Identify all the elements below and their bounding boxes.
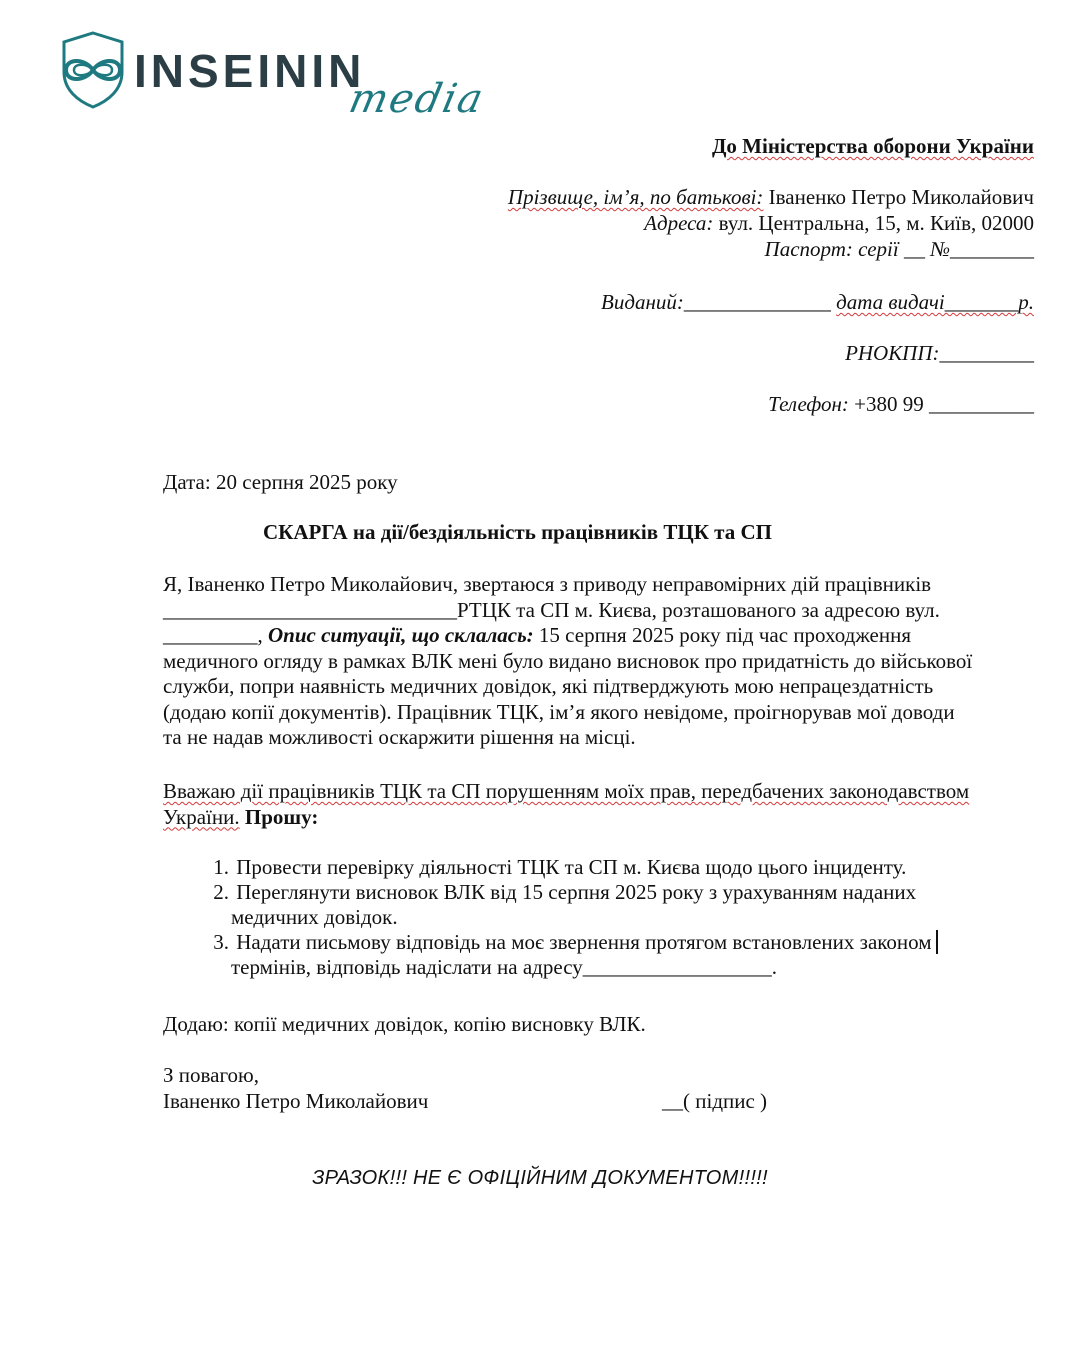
address-value: вул. Центральна, 15, м. Київ, 02000 (718, 211, 1034, 235)
brand-name: INSEININ (134, 45, 366, 97)
phone-line (768, 392, 1034, 417)
list-item (163, 855, 1033, 880)
text-cursor (936, 930, 938, 954)
list-text-continued: термінів, відповідь надіслати на адресу__________________. (231, 955, 777, 979)
list-text: Провести перевірку діяльності ТЦК та СП м. Києва щодо цього інциденту. (236, 855, 907, 879)
passport-line: Паспорт: серії __ №________ (764, 237, 1034, 261)
signer-name: Іваненко Петро Миколайович (163, 1089, 429, 1113)
p1-line-5: служби, попри наявність медичних довідок, які підтверджують мою непрацездатність (163, 674, 934, 698)
recipient: До Міністерства оборони України (711, 134, 1034, 158)
requests-list (163, 855, 1033, 980)
recipient-line (712, 134, 1034, 159)
issued-line (601, 290, 1034, 315)
closing: З повагою, (163, 1063, 259, 1087)
attachments-line: Додаю: копії медичних довідок, копію висновку ВЛК. (163, 1012, 646, 1036)
brand-subtitle: media (345, 76, 489, 122)
list-text: Надати письмову відповідь на моє звернення протягом встановлених законом (236, 930, 932, 954)
p1-line-7: та не надав можливості оскаржити рішення на місці. (163, 725, 636, 749)
address-label: Адреса: (644, 211, 714, 235)
p2-line-1: Вважаю дії працівників ТЦК та СП порушенням моїх прав, передбачених законодавством (163, 779, 970, 803)
p1-line-1: Я, Іваненко Петро Миколайович, звертаюся з приводу неправомірних дій працівників (163, 572, 932, 596)
phone-value: +380 99 __________ (854, 392, 1034, 416)
fullname-value: Іваненко Петро Миколайович (768, 185, 1034, 209)
list-text-continued: медичних довідок. (231, 905, 398, 929)
rnokpp-line: РНОКПП:_________ (845, 341, 1034, 365)
issued-date: дата видачі_______р. (836, 290, 1034, 314)
p1-line-4: медичного огляду в рамках ВЛК мені було видано висновок про придатність до військової (163, 648, 973, 673)
p1-line-6: (додаю копії документів). Працівник ТЦК, ім’я якого невідоме, проігнорував мої доводи (163, 699, 955, 724)
p2-line-2: України. Прошу: (163, 804, 319, 829)
document-title: СКАРГА на дії/бездіяльність працівників ТЦК та СП (262, 520, 772, 544)
list-item (163, 930, 1033, 980)
address-line (644, 211, 1034, 236)
sample-disclaimer: ЗРАЗОК!!! НЕ Є ОФІЦІЙНИМ ДОКУМЕНТОМ!!!!! (312, 1167, 768, 1189)
list-number: 2. (213, 880, 229, 904)
phone-label: Телефон: (768, 392, 849, 416)
fullname-line (508, 185, 1034, 210)
list-text: Переглянути висновок ВЛК від 15 серпня 2025 року з урахуванням наданих (236, 880, 917, 904)
paragraph-complaint (163, 572, 972, 751)
brand-logo (52, 30, 492, 130)
request-heading: Прошу: (244, 804, 319, 829)
date-line: Дата: 20 серпня 2025 року (163, 470, 398, 494)
signature-field: __( підпис ) (662, 1089, 768, 1113)
situation-heading: Опис ситуації, що склалась: (268, 623, 534, 647)
p1-line-3: _________, Опис ситуації, що склалась: 15 серпня 2025 року під час проходження (163, 623, 912, 647)
fullname-label: Прізвище, ім’я, по батькові: (507, 185, 764, 209)
issued-label: Виданий:______________ (601, 290, 831, 314)
p1-line-2: ____________________________РТЦК та СП м. Києва, розташованого за адресою вул. (163, 597, 940, 622)
list-item (163, 880, 1033, 930)
list-number: 1. (213, 855, 229, 879)
list-number: 3. (213, 930, 229, 954)
paragraph-violation (163, 779, 969, 830)
infinity-shield-icon (52, 30, 134, 110)
